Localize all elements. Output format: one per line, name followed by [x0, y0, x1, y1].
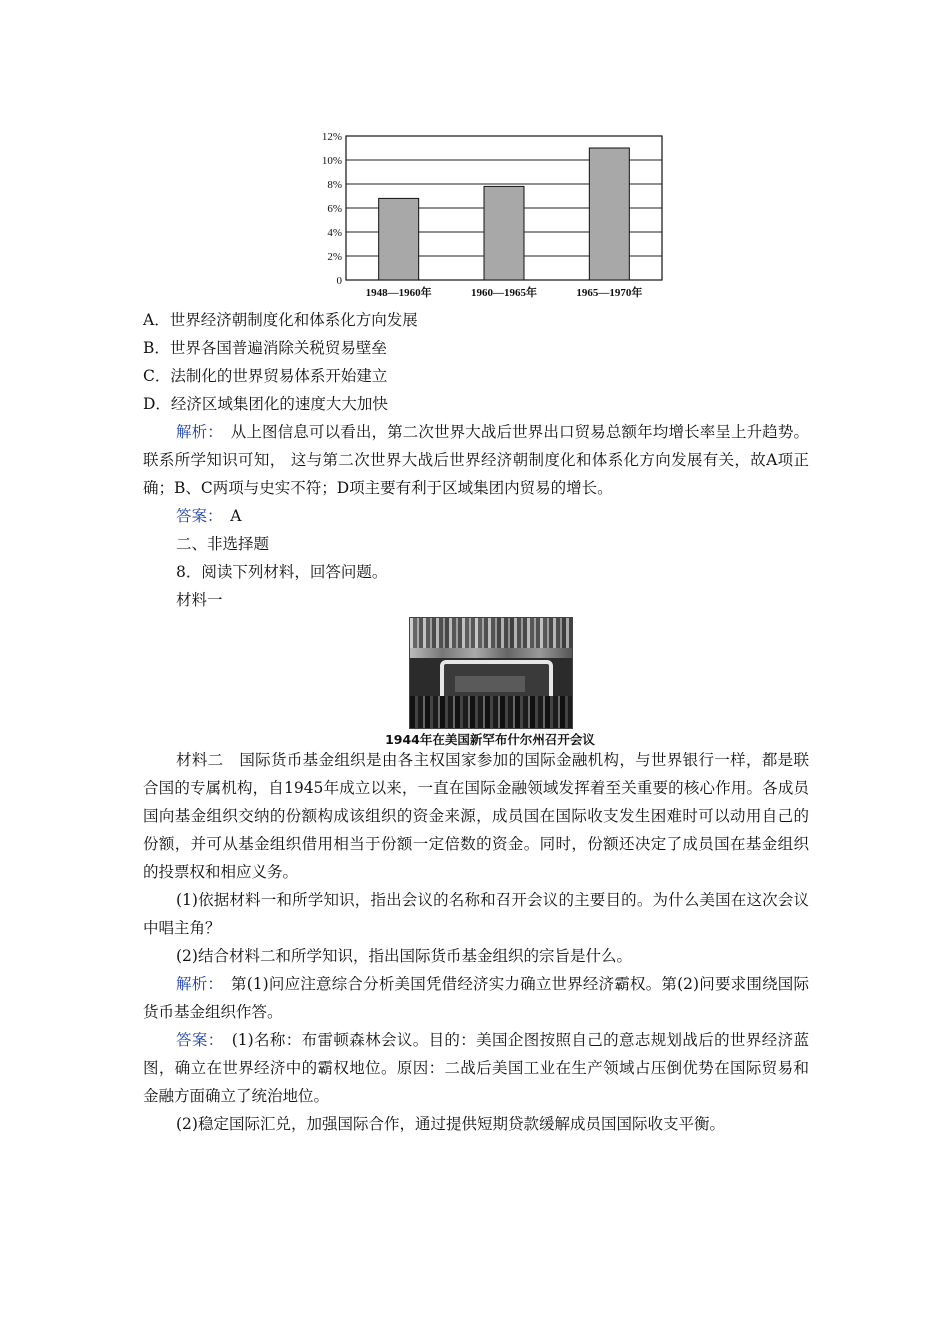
chart-bars [379, 148, 630, 280]
analysis-text: 第(1)问应注意综合分析美国凭借经济实力确立世界经济霸权。第(2)问要求围绕国际货币基金组织作答。 [143, 975, 809, 1021]
x-tick-labels [366, 285, 643, 299]
analysis-text: 从上图信息可以看出，第二次世界大战后世界出口贸易总额年均增长率呈上升趋势。联系所学知识可知， 这与第二次世界大战后世界经济朝制度化和体系化方向发展有关，故A项正确；B、C两项与史实不符；D项主要有利于区域集团内贸易的增长。 [143, 423, 809, 497]
analysis-2 [143, 970, 809, 1026]
option-a: A．世界经济朝制度化和体系化方向发展 [143, 311, 418, 329]
answer-label: 答案： [176, 1031, 216, 1049]
question-8-1: (1)依据材料一和所学知识，指出会议的名称和召开会议的主要目的。为什么美国在这次会议中唱主角？ [143, 891, 809, 937]
answer-label: 答案： [176, 507, 215, 525]
y-tick-label: 6% [327, 203, 342, 215]
bar [589, 148, 629, 280]
option-d: D．经济区域集团化的速度大大加快 [143, 395, 388, 413]
y-tick-labels [322, 131, 343, 287]
conference-photo [409, 617, 573, 729]
analysis-label: 解析： [176, 423, 216, 441]
answer-2-part2: (2)稳定国际汇兑，加强国际合作，通过提供短期贷款缓解成员国国际收支平衡。 [176, 1115, 725, 1133]
question-8-2: (2)结合材料二和所学知识，指出国际货币基金组织的宗旨是什么。 [176, 947, 632, 965]
y-tick-label: 2% [327, 251, 342, 263]
growth-bar-chart [308, 126, 678, 301]
x-tick-label: 1965—1970年 [576, 287, 643, 299]
y-tick-label: 4% [327, 227, 342, 239]
x-tick-label: 1960—1965年 [471, 287, 537, 299]
option-c: C．法制化的世界贸易体系开始建立 [143, 367, 388, 385]
y-tick-label: 0 [336, 275, 342, 287]
y-tick-label: 12% [321, 131, 342, 143]
bar [484, 186, 524, 280]
answer-2 [143, 1026, 809, 1110]
option-b: B．世界各国普遍消除关税贸易壁垒 [143, 339, 387, 357]
y-tick-label: 8% [327, 179, 342, 191]
analysis-label: 解析： [176, 975, 216, 993]
question-8: 8．阅读下列材料，回答问题。 [176, 563, 388, 581]
y-tick-label: 10% [321, 155, 342, 167]
answer-text: A [214, 507, 242, 525]
section-heading: 二、非选择题 [176, 535, 270, 553]
material-2: 材料二 国际货币基金组织是由各主权国家参加的国际金融机构，与世界银行一样，都是联合国的专属机构，自1945年成立以来，一直在国际金融领域发挥着至关重要的核心作用。各成员国向基金组织交纳的份额构成该组织的资金来源，成员国在国际收支发生困难时可以动用自己的份额，并可从基金组织借用相当于份额一定倍数的资金。同时，份额还决定了成员国在基金组织的投票权和相应义务。 [143, 751, 809, 881]
photo-caption: 1944年在美国新罕布什尔州召开会议 [385, 732, 595, 747]
answer-1 [143, 502, 815, 530]
analysis-1 [143, 418, 809, 502]
answer-text: (1)名称：布雷顿森林会议。目的：美国企图按照自己的意志规划战后的世界经济蓝图，确立在世界经济中的霸权地位。原因：二战后美国工业在生产领域占压倒优势在国际贸易和金融方面确立了统治地位。 [143, 1031, 809, 1105]
material-1-label: 材料一 [176, 591, 223, 609]
bar [379, 198, 419, 280]
x-tick-label: 1948—1960年 [365, 287, 432, 299]
